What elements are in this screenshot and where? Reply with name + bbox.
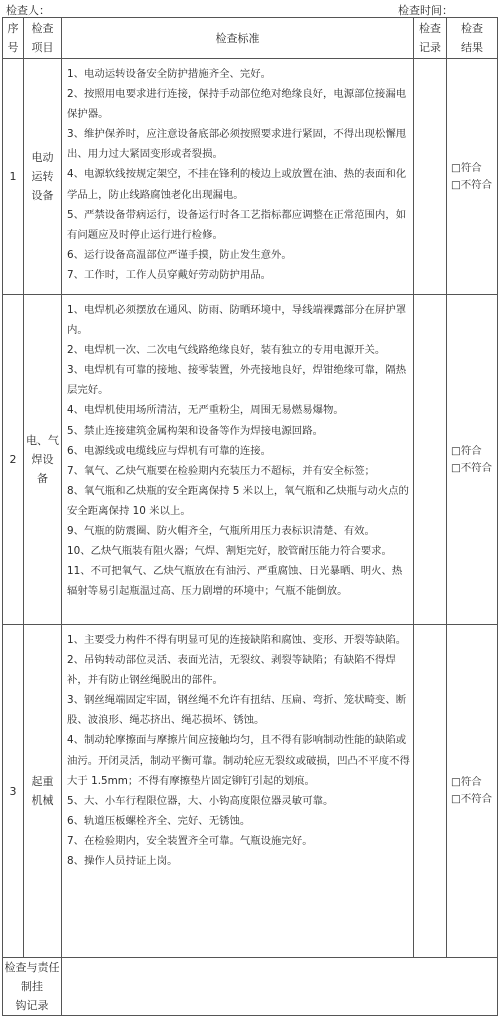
table-row bbox=[3, 625, 498, 958]
standard-item: 1、电焊机必须摆放在通风、防雨、防晒环境中，导线端裸露部分在屏护罩内。 bbox=[67, 304, 407, 337]
row-record-cell[interactable] bbox=[414, 625, 447, 958]
standard-item: 8、氧气瓶和乙炔瓶的安全距离保持 5 米以上，氧气瓶和乙炔瓶与动火点的安全距离保持 10 米以上。 bbox=[67, 484, 409, 517]
standard-item: 2、电焊机一次、二次电气线路绝缘良好，装有独立的专用电源开关。 bbox=[67, 344, 386, 357]
standard-item: 8、操作人员持证上岗。 bbox=[67, 855, 178, 868]
result-fail-checkbox[interactable]: □不符合 bbox=[451, 793, 492, 805]
standard-item: 4、电焊机使用场所清洁，无严重粉尘，周围无易燃易爆物。 bbox=[67, 404, 344, 417]
col-item-header: 检查 项目 bbox=[24, 18, 62, 59]
standard-item: 6、轨道压板螺栓齐全、完好、无锈蚀。 bbox=[67, 814, 251, 827]
result-fail-checkbox[interactable]: □不符合 bbox=[451, 178, 492, 191]
row-standards bbox=[62, 295, 414, 625]
standard-item: 6、运行设备高温部位严谨手摸，防止发生意外。 bbox=[67, 248, 292, 261]
standard-item: 3、电焊机有可靠的接地、接零装置，外壳接地良好，焊钳绝缘可靠，隔热层完好。 bbox=[67, 364, 407, 397]
row-result[interactable] bbox=[447, 59, 498, 295]
col-seq-header: 序 号 bbox=[3, 18, 24, 59]
standard-item: 5、禁止连接建筑金属构架和设备等作为焊接电源回路。 bbox=[67, 424, 323, 437]
footer-label: 检查与责任制挂 钩记录 bbox=[3, 958, 62, 1016]
col-result-header: 检查 结果 bbox=[447, 18, 498, 59]
row-record-cell[interactable] bbox=[414, 59, 447, 295]
standard-item: 1、主要受力构件不得有明显可见的连接缺陷和腐蚀、变形、开裂等缺陷。 bbox=[67, 634, 407, 646]
result-pass-checkbox[interactable]: □符合 bbox=[451, 776, 482, 788]
table-row bbox=[3, 295, 498, 625]
inspection-table bbox=[2, 17, 498, 1016]
row-record-cell[interactable] bbox=[414, 295, 447, 625]
standard-item: 4、电源软线按规定架空，不挂在锋利的棱边上或放置在油、热的表面和化学品上，防止线路腐蚀老化出现漏电。 bbox=[67, 168, 407, 201]
table-header-row bbox=[3, 18, 498, 59]
standard-item: 9、气瓶的防震圈、防火帽齐全，气瓶所用压力表标识清楚、有效。 bbox=[67, 525, 375, 538]
form-header bbox=[6, 2, 493, 16]
standard-item: 3、钢丝绳端固定牢固，钢丝绳不允许有扭结、压扁、弯折、笼状畸变、断股、波浪形、绳芯挤出、绳芯损坏、锈蚀。 bbox=[67, 694, 407, 727]
inspection-time-label: 检查时间： bbox=[398, 4, 453, 17]
standard-item: 6、电源线或电缆线应与焊机有可靠的连接。 bbox=[67, 444, 272, 457]
standard-item: 5、大、小车行程限位器，大、小钩高度限位器灵敏可靠。 bbox=[67, 794, 334, 807]
row-item: 起重 机械 bbox=[24, 625, 62, 958]
footer-row bbox=[3, 958, 498, 1016]
row-seq: 3 bbox=[3, 625, 24, 958]
result-fail-checkbox[interactable]: □不符合 bbox=[451, 461, 492, 474]
standard-item: 1、电动运转设备安全防护措施齐全、完好。 bbox=[67, 68, 272, 80]
row-item: 电、气 焊设 备 bbox=[24, 295, 62, 625]
standard-item: 4、制动轮摩擦面与摩擦片间应接触均匀，且不得有影响制动性能的缺陷或油污。开闭灵活，制动平衡可靠。制动轮应无裂纹或破损，凹凸不平度不得大于 1.5mm；不得有摩擦垫片固定铆钉引起的划痕。 bbox=[67, 734, 410, 787]
row-seq: 2 bbox=[3, 295, 24, 625]
standard-item: 7、工作时，工作人员穿戴好劳动防护用品。 bbox=[67, 268, 272, 281]
result-pass-checkbox[interactable]: □符合 bbox=[451, 161, 482, 174]
row-standards bbox=[62, 59, 414, 295]
standard-item: 10、乙炔气瓶装有阻火器；气焊、割矩完好，胶管耐压能力符合要求。 bbox=[67, 545, 392, 558]
footer-record-cell[interactable] bbox=[62, 958, 498, 1016]
inspector-label: 检查人： bbox=[6, 4, 50, 17]
standard-item: 11、不可把氧气、乙炔气瓶放在有油污、严重腐蚀、日光暴晒、明火、热辐射等易引起瓶温过高、压力剧增的环境中；气瓶不能倒放。 bbox=[67, 565, 403, 598]
standard-item: 2、按照用电要求进行连接，保持手动部位绝对绝缘良好，电源部位接漏电保护器。 bbox=[67, 88, 407, 121]
result-pass-checkbox[interactable]: □符合 bbox=[451, 444, 482, 457]
col-standard-header: 检查标准 bbox=[62, 18, 414, 59]
standard-item: 7、在检验期内，安全装置齐全可靠。气瓶设施完好。 bbox=[67, 834, 313, 847]
standard-item: 7、氧气、乙炔气瓶要在检验期内充装压力不超标，并有安全标签； bbox=[67, 464, 375, 477]
standard-item: 2、吊钩转动部位灵活、表面光洁，无裂纹、剥裂等缺陷；有缺陷不得焊补，并有防止钢丝绳脱出的部件。 bbox=[67, 654, 396, 687]
row-result[interactable] bbox=[447, 295, 498, 625]
row-result[interactable] bbox=[447, 625, 498, 958]
standard-item: 5、严禁设备带病运行，设备运行时各工艺指标都应调整在正常范围内，如有问题应及时停止运行进行检修。 bbox=[67, 208, 407, 241]
standard-item: 3、维护保养时，应注意设备底部必须按照要求进行紧固，不得出现松懈甩出、用力过大紧固变形或者裂损。 bbox=[67, 128, 407, 161]
row-seq: 1 bbox=[3, 59, 24, 295]
row-item: 电动 运转 设备 bbox=[24, 59, 62, 295]
col-record-header: 检查 记录 bbox=[414, 18, 447, 59]
table-row bbox=[3, 59, 498, 295]
row-standards bbox=[62, 625, 414, 958]
